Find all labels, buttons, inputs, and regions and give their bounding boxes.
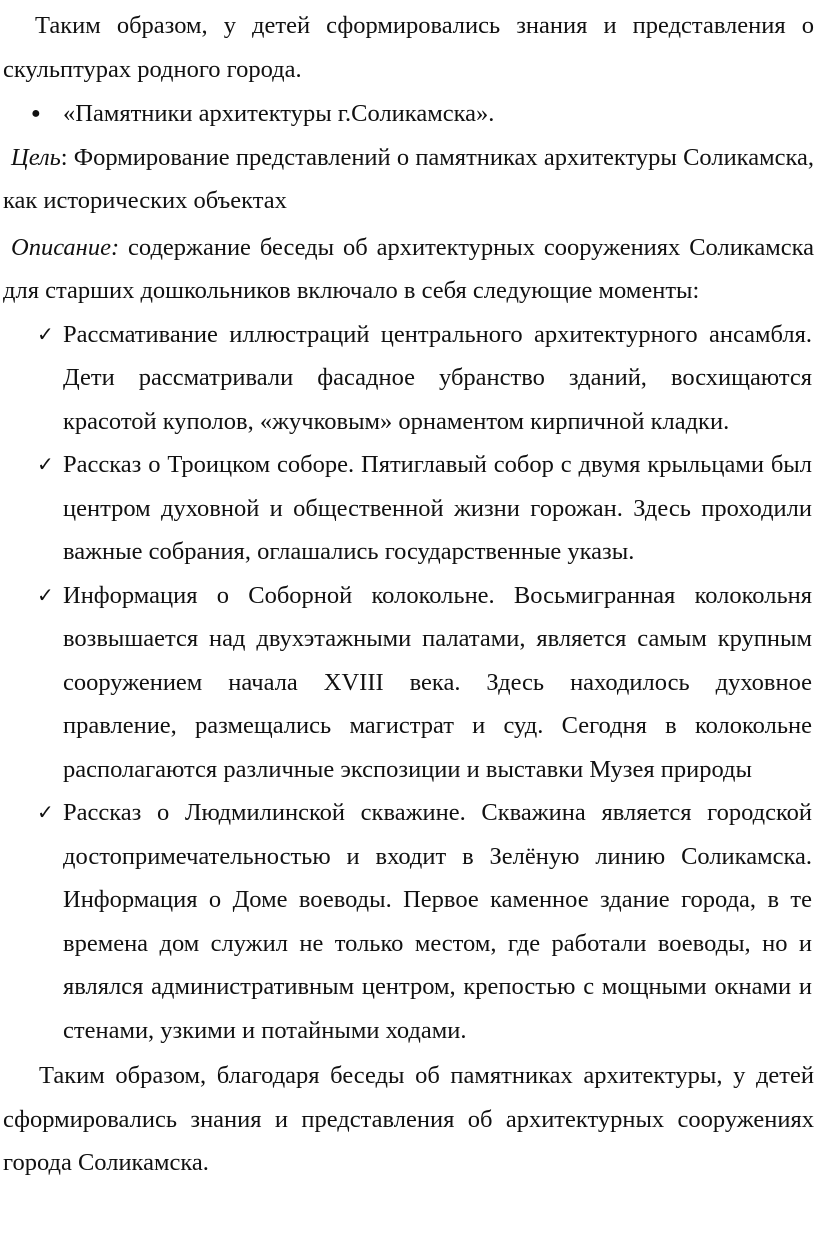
list-item [3,443,814,574]
topic-bullet [3,92,814,136]
list-item [3,791,814,1052]
list-item-text: Информация о Соборной колокольне. Восьмигранная колокольня возвышается над двухэтажными палатами, является самым крупным сооружением начала XVIII века. Здесь находилось духовное правление, размещались магистрат и суд. Сегодня в колокольне располагаются различные экспозиции и выставки Музея природы [63,581,812,783]
intro-paragraph: Таким образом, у детей сформировались знания и представления о скульптурах родного города. [3,12,814,83]
checkmark-icon: ✓ [37,321,54,346]
goal-paragraph [3,136,814,223]
goal-text: : Формирование представлений о памятниках архитектуры Соликамска, как исторических объектах [3,143,814,214]
description-text: содержание беседы об архитектурных сооружениях Соликамска для старших дошкольников включало в себя следующие моменты: [3,233,814,304]
checkmark-icon: ✓ [37,582,54,607]
description-paragraph [3,226,814,313]
conclusion-paragraph: Таким образом, благодаря беседы об памятниках архитектуры, у детей сформировались знания и представления об архитектурных сооружениях города Соликамска. [3,1062,814,1176]
list-item-text: Рассказ о Людмилинской скважине. Скважина является городской достопримечательностью и входит в Зелёную линию Соликамска. Информация о Доме воеводы. Первое каменное здание города, в те времена дом служил не только местом, где работали воеводы, но и являлся административным центром, крепостью с мощными окнами и стенами, узкими и потайными ходами. [63,799,812,1044]
goal-label: Цель [11,143,61,171]
list-item-text: Рассказ о Троицком соборе. Пятиглавый собор с двумя крыльцами был центром духовной и общественной жизни горожан. Здесь проходили важные собрания, оглашались государственные указы. [63,451,812,565]
checkmark-icon: ✓ [37,800,54,824]
list-item-text: Рассмативание иллюстраций центрального архитектурного ансамбля. Дети рассматривали фасадное убранство зданий, восхищаются красотой куполов, «жучковым» орнаментом кирпичной кладки. [63,320,812,435]
list-item [3,313,814,444]
description-label: Описание: [11,233,120,261]
list-item [3,574,814,792]
checkmark-icon: ✓ [37,452,54,476]
bullet-icon: ● [31,105,41,122]
checklist [3,313,814,1053]
topic-title: «Памятники архитектуры г.Соликамска». [63,100,495,127]
